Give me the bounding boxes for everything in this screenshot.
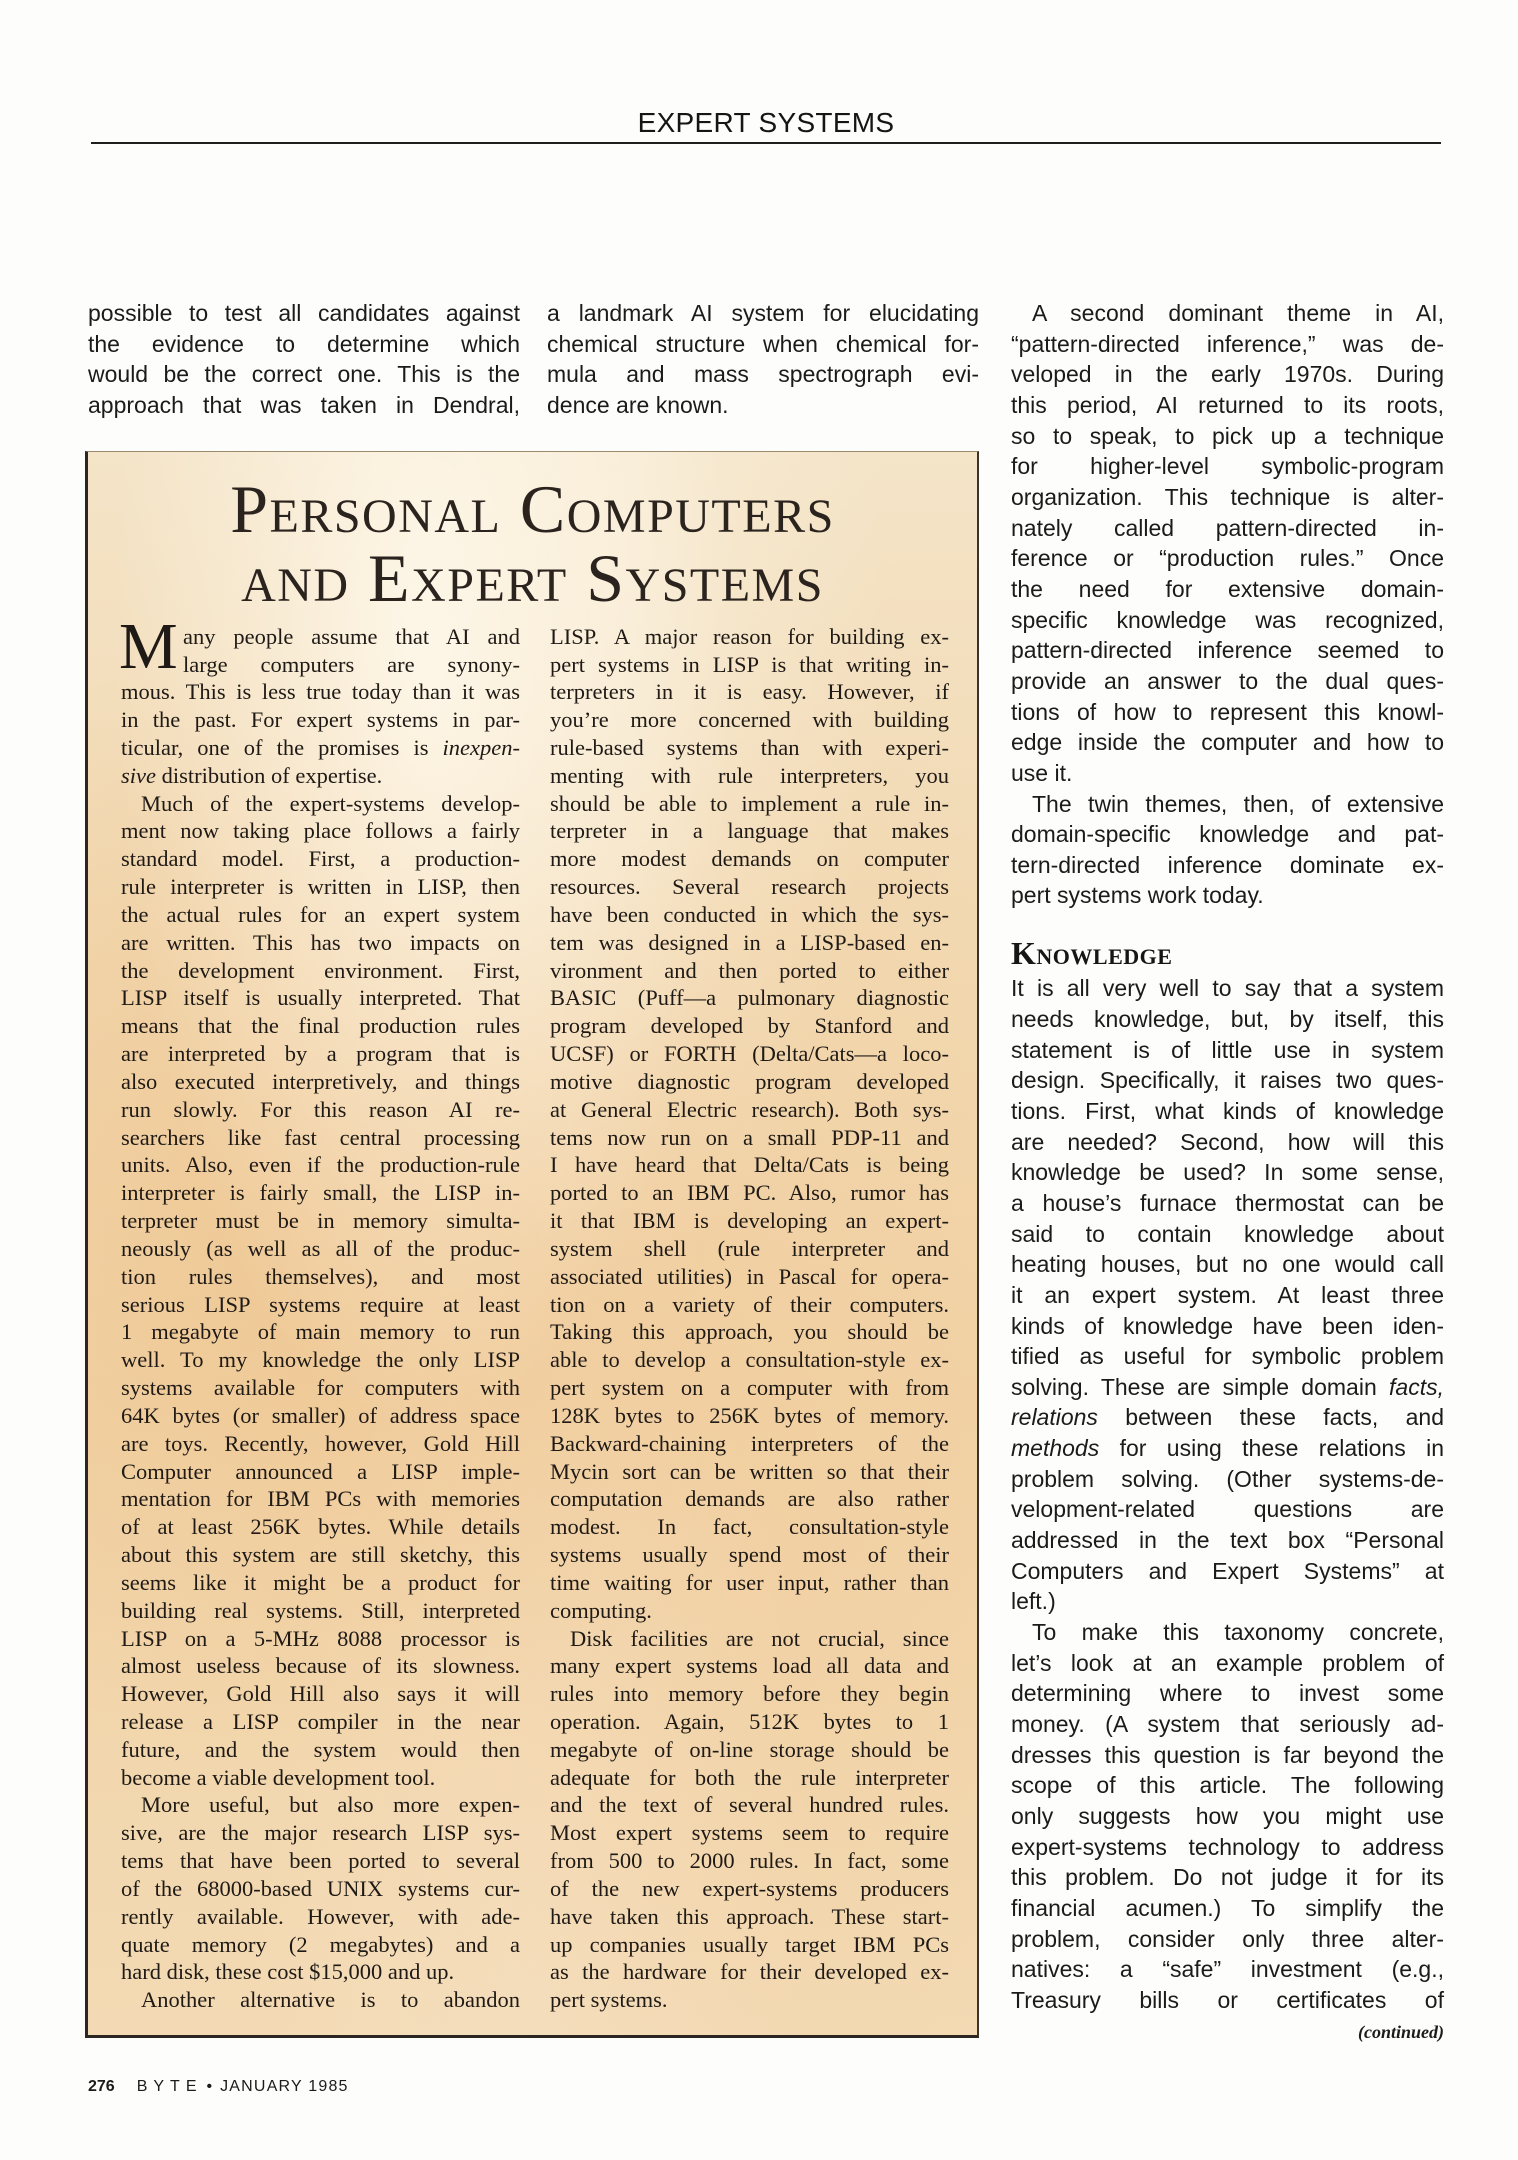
text-line: let’s look at an example problem of xyxy=(1011,1649,1444,1676)
paragraph xyxy=(121,1791,520,1986)
text-line: the need for extensive domain- xyxy=(1011,575,1444,602)
text-line: Mycin sort can be written so that their xyxy=(550,1458,949,1484)
text-line: program developed by Stanford and xyxy=(550,1013,949,1039)
text-line: Backward-chaining interpreters of the xyxy=(550,1430,949,1456)
text-line: scope of this article. The following xyxy=(1011,1772,1444,1799)
text-line: have been conducted in which the sys- xyxy=(550,901,949,927)
main-column-section-2 xyxy=(1011,973,1444,2015)
text-line: standard model. First, a production- xyxy=(121,846,520,872)
main-column-section-1 xyxy=(1011,298,1444,911)
text-line: terpreter in a language that makes xyxy=(550,818,949,844)
text-line: are interpreted by a program that is xyxy=(121,1041,520,1067)
text-line: determining where to invest some xyxy=(1011,1680,1444,1707)
text-line: BASIC (Puff—a pulmonary diagnostic xyxy=(550,985,949,1011)
text-line: 64K bytes (or smaller) of address space xyxy=(121,1402,520,1428)
emphasis: methods xyxy=(1011,1435,1100,1462)
text-line: Taking this approach, you should be xyxy=(550,1319,949,1345)
text-line: said to contain knowledge about xyxy=(1011,1220,1444,1247)
paragraph xyxy=(1011,789,1444,912)
text-line: at General Electric research). Both sys- xyxy=(550,1096,949,1122)
text-line: large computers are synony- xyxy=(183,651,520,677)
text-line: and the text of several hundred rules. xyxy=(550,1792,949,1818)
text-line: A second dominant theme in AI, xyxy=(1032,300,1444,326)
header-rule xyxy=(91,142,1441,144)
paragraph xyxy=(550,1625,949,2015)
text-line: modest. In fact, consultation-style xyxy=(550,1514,949,1540)
text-line: mous. This is less true today than it was xyxy=(121,679,520,705)
text-line: motive diagnostic program developed xyxy=(550,1068,949,1094)
sidebar-column-right xyxy=(550,623,949,2014)
text-line: are written. This has two impacts on xyxy=(121,929,520,955)
text-line: adequate for both the rule interpreter xyxy=(550,1764,949,1790)
paragraph xyxy=(88,298,520,421)
text-line: money. (A system that seriously ad- xyxy=(1011,1711,1444,1738)
text-line: tems that have been ported to several xyxy=(121,1848,520,1874)
text-line: pert systems work today. xyxy=(1011,882,1264,909)
text-line: tion on a variety of their computers. xyxy=(550,1291,949,1317)
text-line: UCSF) or FORTH (Delta/Cats—a loco- xyxy=(550,1041,949,1067)
sidebar-title-line: Personal Computers xyxy=(230,471,835,547)
text-line: Treasury bills or certificates of xyxy=(1011,1986,1444,2013)
paragraph xyxy=(547,298,979,421)
text-line: knowledge be used? In some sense, xyxy=(1011,1159,1444,1186)
text-line: pert systems. xyxy=(550,1987,668,2013)
text-line: provide an answer to the dual ques- xyxy=(1011,667,1444,694)
text-line: approach that was taken in Dendral, xyxy=(88,391,520,418)
text-line: means that the final production rules xyxy=(121,1013,520,1039)
text-line: building real systems. Still, interpreted xyxy=(121,1597,520,1623)
text-line: become a viable development tool. xyxy=(121,1764,436,1790)
text-line: about this system are still sketchy, this xyxy=(121,1542,520,1568)
text-line: financial acumen.) To simplify the xyxy=(1011,1894,1444,1921)
text-line: of at least 256K bytes. While details xyxy=(121,1514,520,1540)
text-line: However, Gold Hill also says it will xyxy=(121,1681,520,1707)
publication-name: BYTE xyxy=(136,2078,203,2095)
text-line: hard disk, these cost $15,000 and up. xyxy=(121,1959,455,1985)
text-line: pattern-directed inference seemed to xyxy=(1011,637,1444,664)
intro-column-left xyxy=(88,298,520,421)
text-line: would be the correct one. This is the xyxy=(88,361,520,388)
text-line: time waiting for user input, rather than xyxy=(550,1569,949,1595)
text-line: possible to test all candidates against xyxy=(88,300,520,326)
text-line: from 500 to 2000 rules. In fact, some xyxy=(550,1848,949,1874)
page-footer xyxy=(88,2076,349,2098)
paragraph xyxy=(1011,298,1444,789)
text-line xyxy=(1011,1433,1444,1464)
emphasis: relations xyxy=(1011,1404,1098,1431)
text-line: resources. Several research projects xyxy=(550,874,949,900)
emphasis: sive xyxy=(121,762,156,788)
text-line: searchers like fast central processing xyxy=(121,1124,520,1150)
text-line: many expert systems load all data and xyxy=(550,1653,949,1679)
text-line: the actual rules for an expert system xyxy=(121,901,520,927)
text-line: addressed in the text box “Personal xyxy=(1011,1527,1444,1554)
text-line: have taken this approach. These start- xyxy=(550,1903,949,1929)
text-line: units. Also, even if the production-rule xyxy=(121,1152,520,1178)
paragraph xyxy=(1011,973,1444,1617)
text-line: sive, are the major research LISP sys- xyxy=(121,1820,520,1846)
text-line xyxy=(1011,1402,1444,1433)
text-line: of the 68000-based UNIX systems cur- xyxy=(121,1875,520,1901)
text-line: the evidence to determine which xyxy=(88,330,520,357)
text-line: associated utilities) in Pascal for opera- xyxy=(550,1263,949,1289)
text-line: domain-specific knowledge and pat- xyxy=(1011,821,1444,848)
text-line: a landmark AI system for elucidating xyxy=(547,300,979,326)
text-line xyxy=(121,734,520,762)
text-line: The twin themes, then, of extensive xyxy=(1032,790,1444,817)
emphasis: inexpen- xyxy=(442,735,520,760)
text-line: 128K bytes to 256K bytes of memory. xyxy=(550,1402,949,1428)
issue-date: JANUARY 1985 xyxy=(220,2078,349,2095)
text-line: menting with rule interpreters, you xyxy=(550,762,949,788)
text-line: design. Specifically, it raises two ques- xyxy=(1011,1067,1444,1094)
text-line: mula and mass spectrograph evi- xyxy=(547,361,979,388)
text-line: this period, AI returned to its roots, xyxy=(1011,391,1444,418)
text-line: ment now taking place follows a fairly xyxy=(121,818,520,844)
text-line: so to speak, to pick up a technique xyxy=(1011,422,1444,449)
emphasis: facts, xyxy=(1389,1373,1444,1400)
text-line: only suggests how you might use xyxy=(1011,1803,1444,1830)
text-line: LISP on a 5-MHz 8088 processor is xyxy=(121,1625,520,1651)
text-line: ported to an IBM PC. Also, rumor has xyxy=(550,1180,949,1206)
paragraph xyxy=(550,623,949,1625)
text-line: systems usually spend most of their xyxy=(550,1542,949,1568)
text-line: almost useless because of its slowness. xyxy=(121,1653,520,1679)
text-line: Another alternative is to abandon xyxy=(141,1987,520,2013)
text-line: you’re more concerned with building xyxy=(550,707,949,733)
text-line: vironment and then ported to either xyxy=(550,957,949,983)
text-line: computation demands are also rather xyxy=(550,1486,949,1512)
text-line: it that IBM is developing an expert- xyxy=(550,1208,949,1234)
text-line: serious LISP systems require at least xyxy=(121,1291,520,1317)
text-line: 1 megabyte of main memory to run xyxy=(121,1319,520,1345)
text-line: rules into memory before they begin xyxy=(550,1681,949,1707)
text-line: edge inside the computer and how to xyxy=(1011,729,1444,756)
text-line xyxy=(1011,1372,1444,1403)
text-line: dence are known. xyxy=(547,391,729,418)
text-line: kinds of knowledge have been iden- xyxy=(1011,1312,1444,1339)
text-line xyxy=(121,762,520,790)
text-line: It is all very well to say that a system xyxy=(1011,975,1444,1002)
text-line: terpreter must be in memory simulta- xyxy=(121,1208,520,1234)
text-line: a house’s furnace thermostat can be xyxy=(1011,1189,1444,1216)
sidebar-box xyxy=(85,451,979,2038)
text-line: rule-based systems than with experi- xyxy=(550,735,949,760)
text-line: for higher-level symbolic-program xyxy=(1011,453,1444,480)
text-line: tern-directed inference dominate ex- xyxy=(1011,851,1444,878)
text-run: distribution of expertise. xyxy=(155,762,383,788)
text-line: tions. First, what kinds of knowledge xyxy=(1011,1097,1444,1124)
text-line: veloped in the early 1970s. During xyxy=(1011,361,1444,388)
text-line: problem, consider only three alter- xyxy=(1011,1925,1444,1952)
text-run: solving. These are simple domain xyxy=(1011,1373,1390,1400)
text-line: chemical structure when chemical for- xyxy=(547,330,979,357)
text-line: Computer announced a LISP imple- xyxy=(121,1458,520,1484)
text-line: also executed interpretively, and things xyxy=(121,1068,520,1094)
paragraph xyxy=(121,1986,520,2014)
text-line: as the hardware for their developed ex- xyxy=(550,1959,949,1985)
text-line: interpreter is fairly small, the LISP in- xyxy=(121,1180,520,1206)
text-line: it an expert system. At least three xyxy=(1011,1281,1444,1308)
text-line: in the past. For expert systems in par- xyxy=(121,707,520,733)
text-line: Computers and Expert Systems” at xyxy=(1011,1557,1444,1584)
text-line: nately called pattern-directed in- xyxy=(1011,514,1444,541)
text-line: rule interpreter is written in LISP, then xyxy=(121,874,520,900)
text-line: any people assume that AI and xyxy=(183,623,520,649)
text-line: pert system on a computer with from xyxy=(550,1375,949,1401)
text-line: operation. Again, 512K bytes to 1 xyxy=(550,1708,949,1734)
text-line: tems now run on a small PDP-11 and xyxy=(550,1124,949,1150)
text-line: run slowly. For this reason AI re- xyxy=(121,1096,520,1122)
paragraph xyxy=(1011,1617,1444,2016)
text-line: more modest demands on computer xyxy=(550,846,949,872)
text-line: are needed? Second, how will this xyxy=(1011,1128,1444,1155)
text-line: future, and the system would then xyxy=(121,1736,520,1762)
text-run: for using these relations in xyxy=(1099,1435,1444,1462)
text-line: systems available for computers with xyxy=(121,1375,520,1401)
text-line: neously (as well as all of the produc- xyxy=(121,1235,520,1261)
text-line: tion rules themselves), and most xyxy=(121,1263,520,1289)
text-line: release a LISP compiler in the near xyxy=(121,1708,520,1734)
text-line: ference or “production rules.” Once xyxy=(1011,545,1444,572)
text-line: Disk facilities are not crucial, since xyxy=(570,1625,949,1651)
continued-marker: (continued) xyxy=(1357,2022,1444,2042)
text-line: tions of how to represent this knowl- xyxy=(1011,698,1444,725)
text-line: pert systems in LISP is that writing in- xyxy=(550,651,949,677)
paragraph xyxy=(119,609,520,790)
running-header: EXPERT SYSTEMS xyxy=(637,107,895,138)
text-line: the development environment. First, xyxy=(121,957,520,983)
text-run: ticular, one of the promises is xyxy=(121,735,443,760)
text-line: problem solving. (Other systems-de- xyxy=(1011,1465,1444,1492)
text-line: well. To my knowledge the only LISP xyxy=(121,1347,520,1373)
text-line: I have heard that Delta/Cats is being xyxy=(550,1152,949,1178)
drop-cap: M xyxy=(119,609,178,683)
text-line: velopment-related questions are xyxy=(1011,1496,1444,1523)
text-line: megabyte of on-line storage should be xyxy=(550,1736,949,1762)
text-line: To make this taxonomy concrete, xyxy=(1032,1619,1444,1646)
text-line: are toys. Recently, however, Gold Hill xyxy=(121,1430,520,1456)
text-line: Much of the expert-systems develop- xyxy=(141,790,520,816)
text-line: terpreters in it is easy. However, if xyxy=(550,679,949,705)
text-line: heating houses, but no one would call xyxy=(1011,1251,1444,1278)
text-line: able to develop a consultation-style ex- xyxy=(550,1347,949,1373)
text-line: rently available. However, with ade- xyxy=(121,1903,520,1929)
text-line: should be able to implement a rule in- xyxy=(550,790,949,816)
text-line: system shell (rule interpreter and xyxy=(550,1235,949,1261)
text-line: quate memory (2 megabytes) and a xyxy=(121,1931,520,1957)
paragraph xyxy=(121,790,520,1792)
text-line: mentation for IBM PCs with memories xyxy=(121,1486,520,1512)
text-line: use it. xyxy=(1011,759,1073,786)
text-line: organization. This technique is alter- xyxy=(1011,483,1444,510)
page-number: 276 xyxy=(88,2078,115,2095)
text-line: needs knowledge, but, by itself, this xyxy=(1011,1005,1444,1032)
text-line: LISP itself is usually interpreted. That xyxy=(121,985,520,1011)
section-heading: Knowledge xyxy=(1011,935,1173,971)
text-line: this problem. Do not judge it for its xyxy=(1011,1864,1444,1891)
text-line: left.) xyxy=(1011,1588,1056,1615)
text-line: More useful, but also more expen- xyxy=(141,1792,520,1818)
sidebar-title xyxy=(88,471,977,616)
text-line: Most expert systems seem to require xyxy=(550,1820,949,1846)
text-line: LISP. A major reason for building ex- xyxy=(550,623,949,649)
text-line: tified as useful for symbolic problem xyxy=(1011,1343,1444,1370)
text-line: dresses this question is far beyond the xyxy=(1011,1741,1444,1768)
text-line: specific knowledge was recognized, xyxy=(1011,606,1444,633)
text-line: of the new expert-systems producers xyxy=(550,1875,949,1901)
text-run: between these facts, and xyxy=(1097,1404,1444,1431)
text-line: expert-systems technology to address xyxy=(1011,1833,1444,1860)
sidebar-column-left xyxy=(119,609,520,2014)
text-line: computing. xyxy=(550,1597,652,1623)
text-line: “pattern-directed inference,” was de- xyxy=(1011,330,1444,357)
text-line: up companies usually target IBM PCs xyxy=(550,1931,949,1957)
text-line: seems like it might be a product for xyxy=(121,1569,520,1595)
text-line: tem was designed in a LISP-based en- xyxy=(550,929,949,955)
text-line: natives: a “safe” investment (e.g., xyxy=(1011,1956,1444,1983)
intro-column-middle xyxy=(547,298,979,421)
text-line: statement is of little use in system xyxy=(1011,1036,1444,1063)
footer-separator: • xyxy=(206,2078,213,2095)
sidebar-title-line: and Expert Systems xyxy=(241,539,824,616)
